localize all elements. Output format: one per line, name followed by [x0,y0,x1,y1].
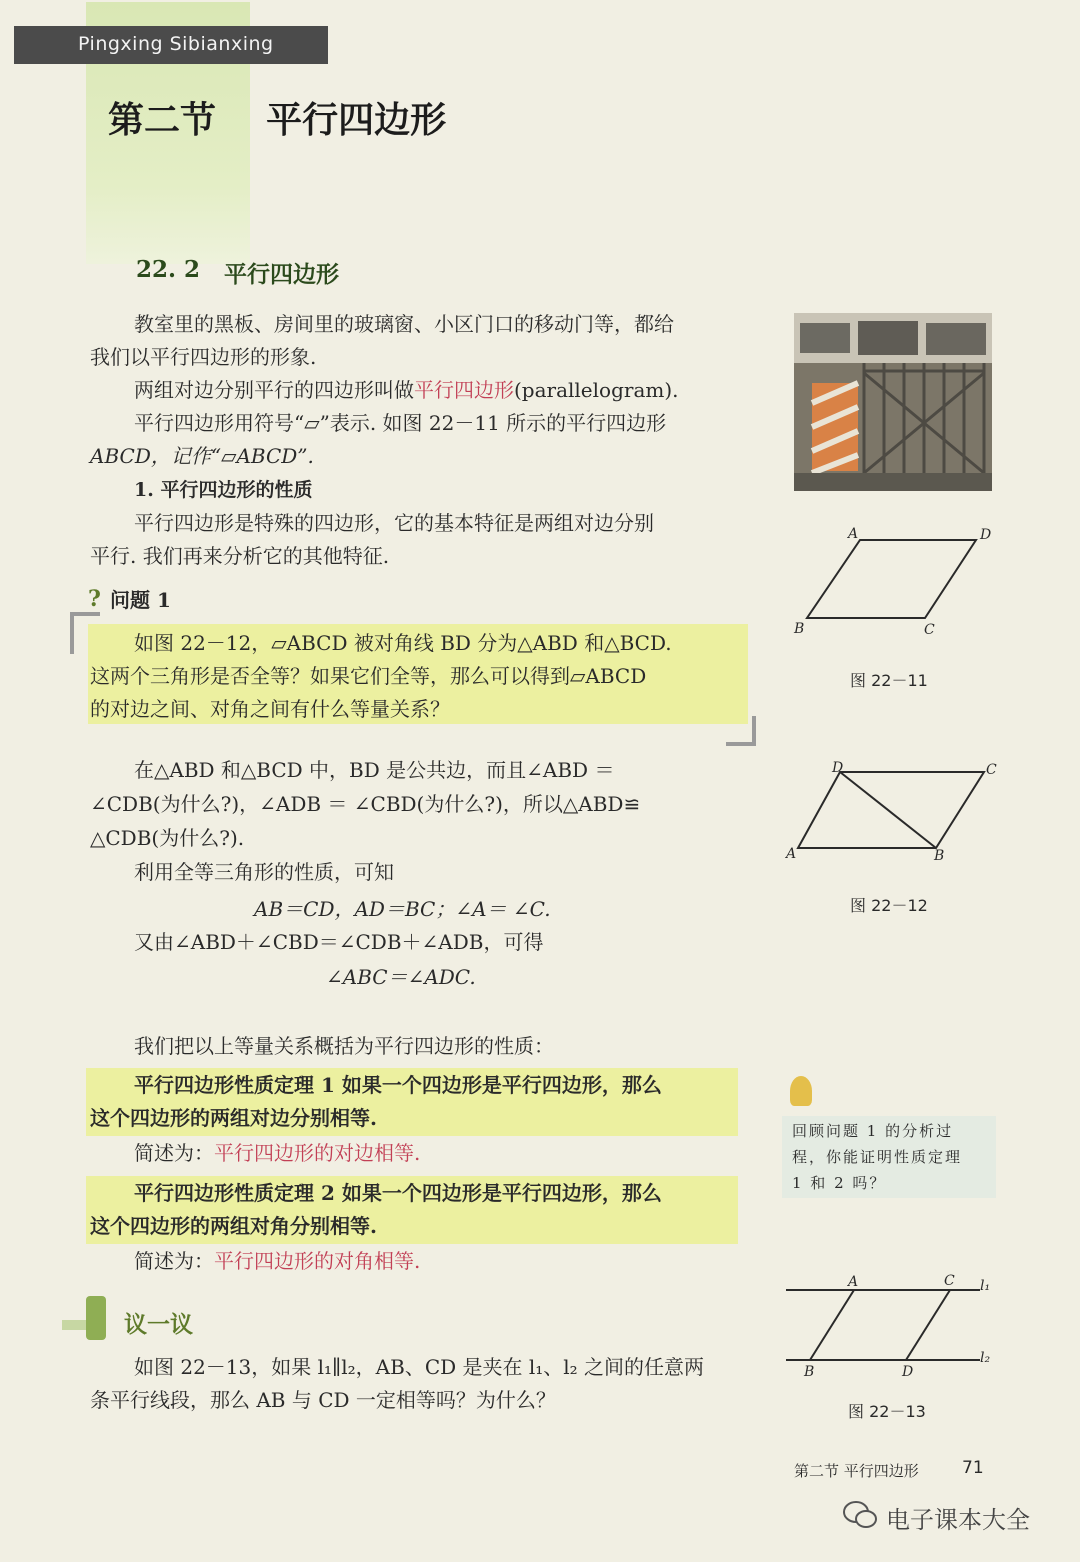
section-title: 平行四边形 [224,261,339,288]
question-label: 问题 1 [110,588,171,612]
intro-p3-line1: 平行四边形用符号“▱”表示. 如图 22－11 所示的平行四边形 [134,411,667,435]
question-line3: 的对边之间、对角之间有什么等量关系？ [90,697,450,721]
fig12-label-c: C [986,762,997,778]
theorem1-line2: 这个四边形的两组对边分别相等. [90,1106,377,1130]
footer-section: 第二节 平行四边形 [794,1462,919,1480]
term-parallelogram: 平行四边形 [414,378,514,402]
theorem1-short [134,1137,420,1170]
analysis-eq1: AB＝CD，AD＝BC；∠A＝ ∠C. [254,897,551,921]
parallelogram-abcd [807,540,976,618]
sliding-gate-photo [794,313,992,491]
header-band-text: Pingxing Sibianxing [78,33,274,55]
segment-ab [810,1290,854,1360]
gate-photo-illustration [794,313,992,491]
page-number: 71 [962,1458,984,1478]
theorem1-line1: 平行四边形性质定理 1 如果一个四边形是平行四边形，那么 [134,1073,662,1097]
segment-cd [906,1290,950,1360]
question-icon: ? [88,586,101,612]
theorem2-line1: 平行四边形性质定理 2 如果一个四边形是平行四边形，那么 [134,1181,662,1205]
analysis-line3: △CDB(为什么?). [90,826,245,850]
side-note-line2: 程，你能证明性质定理 [792,1148,963,1166]
intro-p3-line2: ABCD，记作“▱ABCD”. [90,444,314,468]
intro-p1-line1: 教室里的黑板、房间里的玻璃窗、小区门口的移动门等，都给 [134,312,674,336]
figure-22-13 [780,1268,1000,1384]
chapter-title: 第二节 平行四边形 [108,99,447,141]
figure-22-11-caption: 图 22－11 [850,671,928,690]
fig13-label-l1: l₁ [980,1278,991,1294]
intro-p2-pre: 两组对边分别平行的四边形叫做 [134,378,414,402]
intro-p2-post: (parallelogram). [514,378,679,402]
intro-p1-line2: 我们以平行四边形的形象. [90,345,317,369]
figure-22-12 [780,756,1000,866]
subsection-p-line1: 平行四边形是特殊的四边形，它的基本特征是两组对边分别 [134,511,654,535]
fig13-label-b: B [804,1364,815,1380]
fig12-label-b: B [934,848,945,864]
summary-intro: 我们把以上等量关系概括为平行四边形的性质： [134,1034,554,1058]
theorem2-line2: 这个四边形的两组对角分别相等. [90,1214,377,1238]
subsection-title: 1. 平行四边形的性质 [134,479,313,501]
question-line2: 这两个三角形是否全等？如果它们全等，那么可以得到▱ABCD [90,664,647,688]
theorem2-short [134,1245,420,1278]
theorem2-short-pre: 简述为： [134,1249,214,1273]
theorem2-short-text: 平行四边形的对角相等. [214,1249,421,1273]
question-bracket-left [70,612,74,654]
figure-22-11 [780,520,1000,650]
watermark-text: 电子课本大全 [886,1506,1030,1534]
lightbulb-icon [790,1076,812,1106]
side-note-line1: 回顾问题 1 的分析过 [792,1122,954,1140]
subsection-p-line2: 平行. 我们再来分析它的其他特征. [90,544,390,568]
fig13-label-c: C [944,1273,955,1289]
analysis-line5: 又由∠ABD＋∠CBD＝∠CDB＋∠ADB，可得 [134,930,544,954]
fig11-label-c: C [924,622,935,638]
question-bracket-top [70,612,100,616]
analysis-line4: 利用全等三角形的性质，可知 [134,860,394,884]
discuss-line2: 条平行线段，那么 AB 与 CD 一定相等吗？为什么？ [90,1388,556,1412]
section-number: 22. 2 [136,256,201,283]
diagonal-bd [840,772,936,848]
analysis-line1: 在△ABD 和△BCD 中，BD 是公共边，而且∠ABD ＝ [134,758,615,782]
question-line1: 如图 22－12，▱ABCD 被对角线 BD 分为△ABD 和△BCD. [134,631,672,655]
theorem1-short-pre: 简述为： [134,1141,214,1165]
wechat-icon [842,1500,878,1530]
figure-22-13-caption: 图 22－13 [848,1402,926,1421]
analysis-line2: ∠CDB(为什么?)，∠ADB ＝ ∠CBD(为什么?)，所以△ABD≌ [90,792,641,816]
theorem1-short-text: 平行四边形的对边相等. [214,1141,421,1165]
side-note-line3: 1 和 2 吗？ [792,1174,887,1192]
parallelogram-abcd [798,772,984,848]
figure-22-12-caption: 图 22－12 [850,896,928,915]
fig12-label-d: D [832,760,844,776]
question-bracket-bottom [726,742,756,746]
fig11-label-a: A [848,526,859,542]
analysis-eq2: ∠ABC＝∠ADC. [326,965,476,989]
discuss-line1: 如图 22－13，如果 l₁∥l₂，AB、CD 是夹在 l₁、l₂ 之间的任意两 [134,1355,705,1379]
discuss-figure-icon [86,1296,106,1340]
intro-p2 [134,374,679,407]
fig13-label-d: D [902,1364,914,1380]
fig12-label-a: A [786,846,797,862]
fig13-label-a: A [848,1274,859,1290]
fig13-label-l2: l₂ [980,1350,991,1366]
discuss-label: 议一议 [124,1311,193,1338]
fig11-label-d: D [980,527,992,543]
fig11-label-b: B [794,621,805,637]
side-note-box [782,1116,996,1198]
